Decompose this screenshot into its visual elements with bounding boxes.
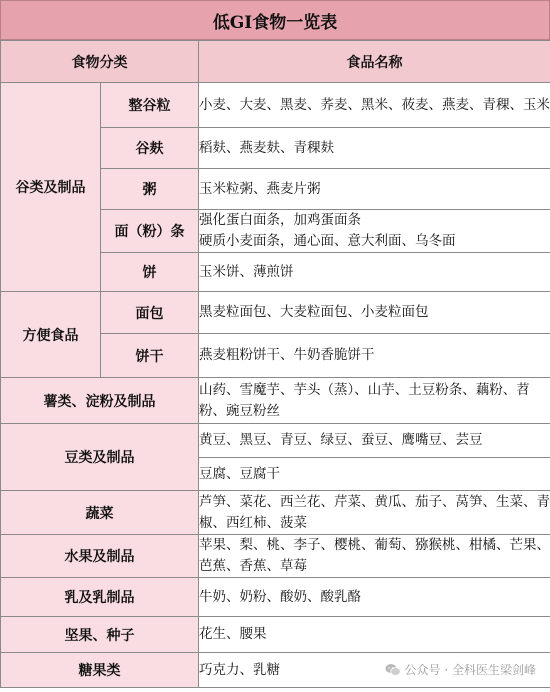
table-row [1, 292, 550, 334]
food-names: 豆腐、豆腐干 [199, 458, 550, 491]
subcategory-whole-grain: 整谷粒 [101, 83, 199, 128]
category-nuts-seeds: 坚果、种子 [1, 617, 199, 653]
watermark-text: 公众号 · 全科医生梁剑峰 [404, 663, 536, 677]
food-names: 稻麸、燕麦麸、青稞麸 [199, 128, 550, 169]
table-row [1, 378, 550, 424]
category-fruits: 水果及制品 [1, 535, 199, 578]
food-names: 玉米饼、薄煎饼 [199, 253, 550, 292]
watermark [385, 661, 536, 678]
category-convenience-food: 方便食品 [1, 292, 101, 378]
food-names: 牛奶、奶粉、酸奶、酸乳酪 [199, 578, 550, 617]
food-names: 玉米粒粥、燕麦片粥 [199, 169, 550, 210]
table-title: 低GI食物一览表 [0, 0, 550, 40]
category-candy: 糖果类 [1, 653, 199, 688]
wechat-icon [385, 663, 401, 677]
food-names: 巧克力、乳糖 [199, 653, 550, 688]
food-names: 花生、腰果 [199, 617, 550, 653]
food-names: 燕麦粗粉饼干、牛奶香脆饼干 [199, 334, 550, 378]
subcategory-biscuit: 饼干 [101, 334, 199, 378]
table-row [1, 83, 550, 128]
food-names: 芦笋、菜花、西兰花、芹菜、黄瓜、茄子、莴笋、生菜、青椒、西红柿、菠菜 [199, 491, 550, 535]
food-names: 强化蛋白面条，加鸡蛋面条 硬质小麦面条，通心面、意大利面、乌冬面 [199, 210, 550, 253]
subcategory-noodles: 面（粉）条 [101, 210, 199, 253]
table-row [1, 578, 550, 617]
food-names: 山药、雪魔芋、芋头（蒸）、山芋、土豆粉条、藕粉、苕粉、豌豆粉丝 [199, 378, 550, 424]
header-row [1, 41, 550, 83]
food-names: 小麦、大麦、黑麦、荞麦、黑米、莜麦、燕麦、青稞、玉米 [199, 83, 550, 128]
category-vegetables: 蔬菜 [1, 491, 199, 535]
category-grains: 谷类及制品 [1, 83, 101, 292]
food-table [0, 40, 550, 688]
category-beans: 豆类及制品 [1, 424, 199, 491]
table-row [1, 617, 550, 653]
subcategory-pancake: 饼 [101, 253, 199, 292]
subcategory-bran: 谷麸 [101, 128, 199, 169]
category-tubers-starch: 薯类、淀粉及制品 [1, 378, 199, 424]
food-names: 黑麦粒面包、大麦粒面包、小麦粒面包 [199, 292, 550, 334]
category-dairy: 乳及乳制品 [1, 578, 199, 617]
table-row [1, 535, 550, 578]
table-row [1, 491, 550, 535]
subcategory-porridge: 粥 [101, 169, 199, 210]
header-food-names: 食品名称 [199, 41, 550, 83]
table-row [1, 424, 550, 458]
subcategory-bread: 面包 [101, 292, 199, 334]
food-names: 苹果、梨、桃、李子、樱桃、葡萄、猕猴桃、柑橘、芒果、芭蕉、香蕉、草莓 [199, 535, 550, 578]
food-names: 黄豆、黑豆、青豆、绿豆、蚕豆、鹰嘴豆、芸豆 [199, 424, 550, 458]
header-category: 食物分类 [1, 41, 199, 83]
